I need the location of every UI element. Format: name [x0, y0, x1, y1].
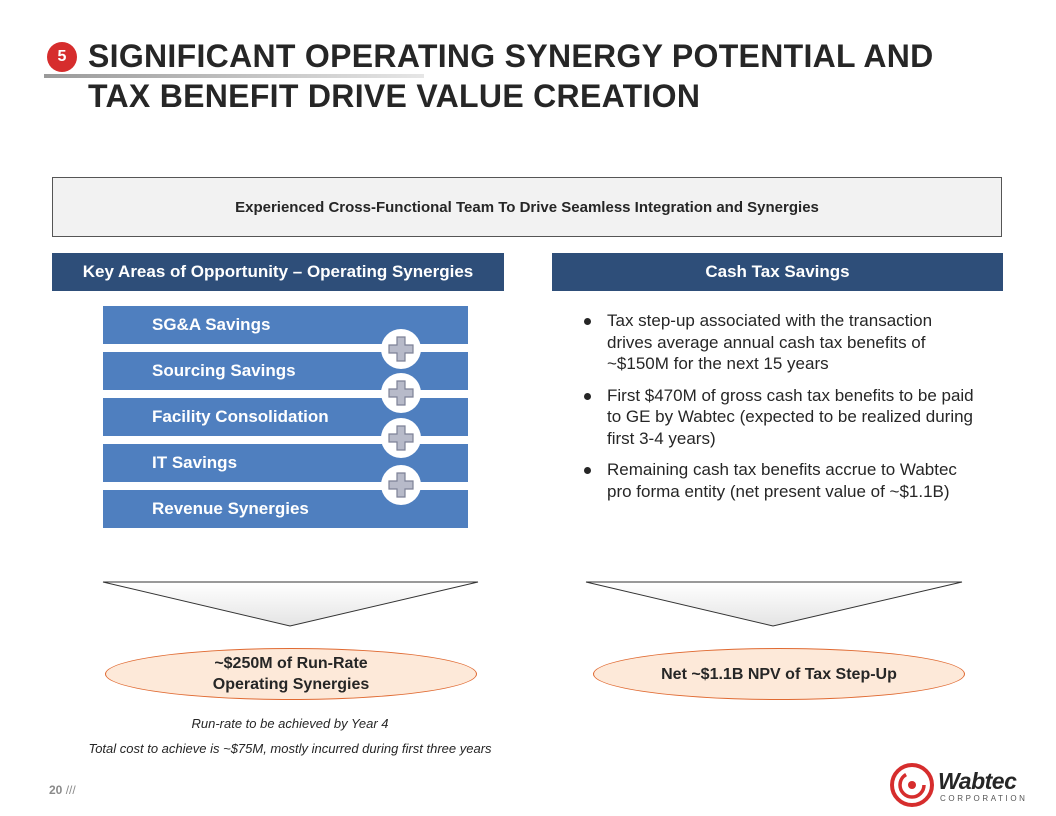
plus-icon	[381, 465, 421, 505]
footer-slashes: ///	[65, 783, 76, 797]
synergy-item-sourcing-savings: Sourcing Savings	[103, 352, 468, 390]
synergy-item-sga-savings: SG&A Savings	[103, 306, 468, 344]
tax-savings-bullet: Remaining cash tax benefits accrue to Wabtec pro forma entity (net present value of ~$1.1B)	[580, 459, 980, 502]
plus-icon	[381, 418, 421, 458]
page-title-line-1: SIGNIFICANT OPERATING SYNERGY POTENTIAL AND	[88, 38, 934, 74]
cost-to-achieve-note: Total cost to achieve is ~$75M, mostly incurred during first three years	[88, 741, 492, 756]
page-title	[88, 36, 988, 116]
tax-savings-bullet: First $470M of gross cash tax benefits to be paid to GE by Wabtec (expected to be realized during first 3-4 years)	[580, 385, 980, 450]
result-line-2: Operating Synergies	[212, 676, 370, 693]
tax-savings-bullet: Tax step-up associated with the transaction drives average annual cash tax benefits of ~$150M for the next 15 years	[580, 310, 980, 375]
right-funnel-triangle	[583, 578, 965, 630]
synergy-item-facility-consolidation: Facility Consolidation	[103, 398, 468, 436]
plus-icon	[381, 373, 421, 413]
cash-tax-savings-heading: Cash Tax Savings	[552, 253, 1003, 291]
synergy-item-revenue-synergies: Revenue Synergies	[103, 490, 468, 528]
plus-icon	[381, 329, 421, 369]
result-line-1: ~$250M of Run-Rate	[214, 655, 368, 672]
team-banner: Experienced Cross-Functional Team To Drive Seamless Integration and Synergies	[52, 177, 1002, 237]
operating-synergies-result	[105, 648, 477, 700]
page-title-line-2: TAX BENEFIT DRIVE VALUE CREATION	[88, 78, 701, 114]
page-number: 20	[49, 783, 63, 797]
wabtec-logo-icon	[889, 762, 935, 808]
page-footer	[49, 783, 76, 797]
wabtec-logo-subtitle: CORPORATION	[940, 794, 1028, 803]
run-rate-note: Run-rate to be achieved by Year 4	[191, 716, 389, 731]
operating-synergies-heading: Key Areas of Opportunity – Operating Synergies	[52, 253, 504, 291]
wabtec-logo-text: Wabtec	[938, 768, 1017, 794]
tax-savings-bullet-list	[580, 310, 980, 512]
tax-step-up-result: Net ~$1.1B NPV of Tax Step-Up	[593, 648, 965, 700]
left-funnel-triangle	[100, 578, 482, 630]
synergy-item-it-savings: IT Savings	[103, 444, 468, 482]
section-number-badge: 5	[47, 42, 77, 72]
